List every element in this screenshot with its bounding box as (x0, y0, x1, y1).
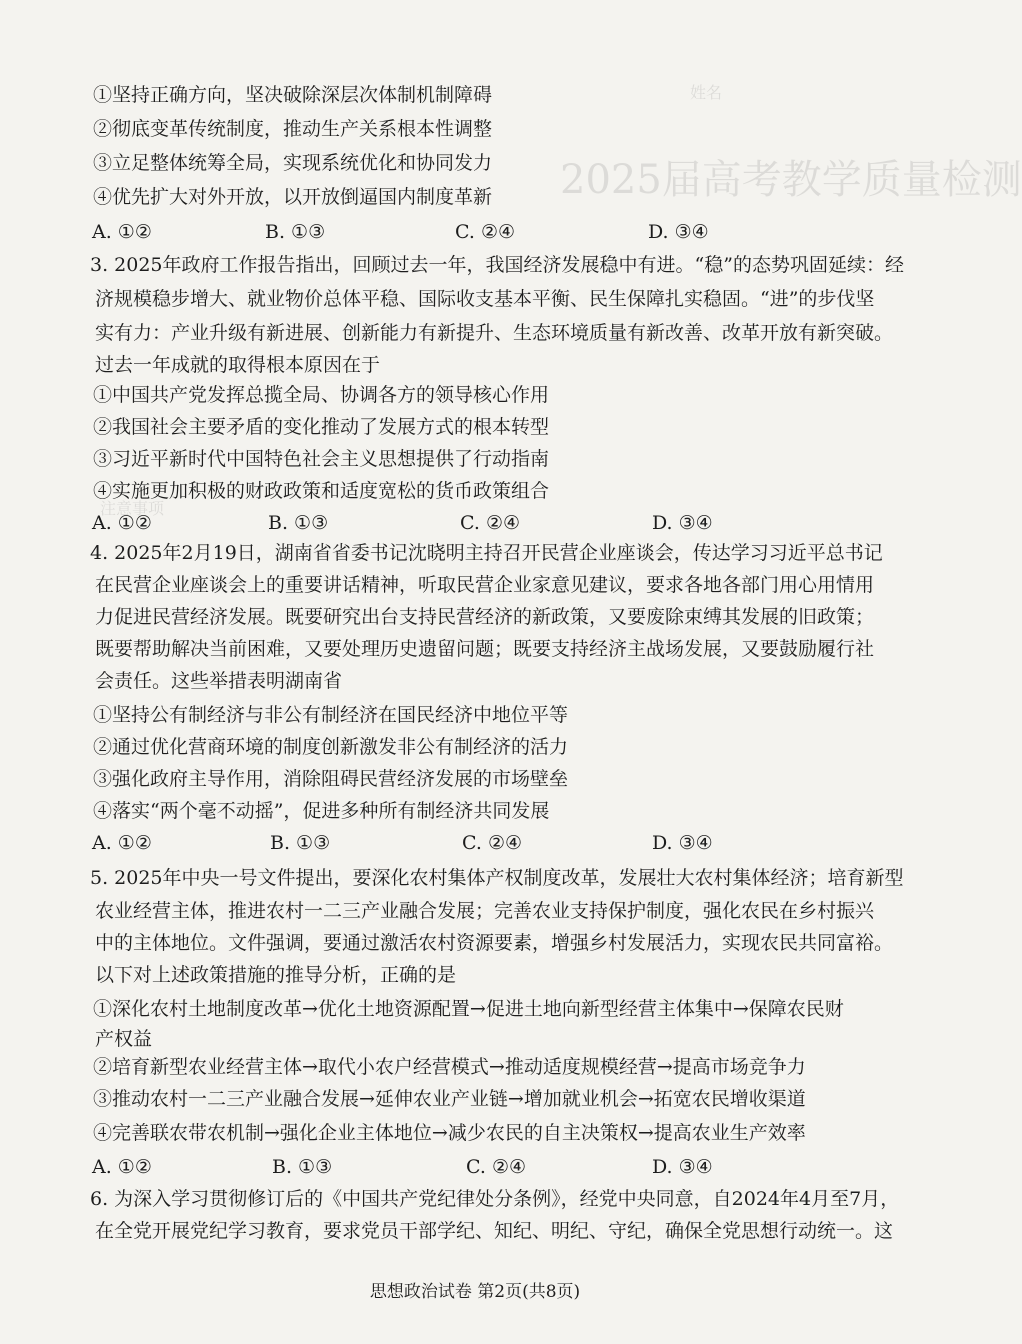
q2-option-3: ③立足整体统筹全局，实现系统优化和协同发力 (93, 152, 493, 174)
q3-option-3: ③习近平新时代中国特色社会主义思想提供了行动指南 (93, 448, 550, 470)
q5-option-3: ③推动农村一二三产业融合发展→延伸农业产业链→增加就业机会→拓宽农民增收渠道 (93, 1088, 806, 1110)
choice-d: D. ③④ (652, 1156, 713, 1178)
q3-stem-line: 3. 2025年政府工作报告指出，回顾过去一年，我国经济发展稳中有进。“稳”的态势巩固延续：经 (90, 254, 904, 276)
q6-stem-line: 在全党开展党纪学习教育，要求党员干部学纪、知纪、明纪、守纪，确保全党思想行动统一。这 (95, 1220, 894, 1242)
choice-c: C. ②④ (460, 512, 521, 534)
choice-a: A. ①② (92, 221, 152, 243)
q5-stem-line: 以下对上述政策措施的推导分析，正确的是 (95, 964, 457, 986)
choice-b: B. ①③ (272, 1156, 333, 1178)
q4-option-4: ④落实“两个毫不动摇”，促进多种所有制经济共同发展 (93, 800, 550, 822)
q5-option-2: ②培育新型农业经营主体→取代小农户经营模式→推动适度规模经营→提高市场竞争力 (93, 1056, 806, 1078)
q5-stem-line: 中的主体地位。文件强调，要通过激活农村资源要素，增强乡村发展活力，实现农民共同富裕。 (95, 932, 894, 954)
q3-stem-line: 实有力：产业升级有新进展、创新能力有新提升、生态环境质量有新改善、改革开放有新突破。 (95, 322, 894, 344)
q3-option-1: ①中国共产党发挥总揽全局、协调各方的领导核心作用 (93, 384, 550, 406)
choice-d: D. ③④ (648, 221, 709, 243)
q2-option-2: ②彻底变革传统制度，推动生产关系根本性调整 (93, 118, 493, 140)
choice-d: D. ③④ (652, 832, 713, 854)
q4-option-3: ③强化政府主导作用，消除阻碍民营经济发展的市场壁垒 (93, 768, 569, 790)
q5-option-1: ①深化农村土地制度改革→优化土地资源配置→促进土地向新型经营主体集中→保障农民财 (93, 998, 844, 1020)
q4-stem-line: 4. 2025年2月19日，湖南省省委书记沈晓明主持召开民营企业座谈会，传达学习习近平总书记 (90, 542, 883, 564)
choice-b: B. ①③ (270, 832, 331, 854)
q3-option-2: ②我国社会主要矛盾的变化推动了发展方式的根本转型 (93, 416, 550, 438)
q5-stem-line: 5. 2025年中央一号文件提出，要深化农村集体产权制度改革，发展壮大农村集体经济；培育新型 (90, 867, 904, 889)
q5-option-4: ④完善联农带农机制→强化企业主体地位→减少农民的自主决策权→提高农业生产效率 (93, 1122, 806, 1144)
q3-option-4: ④实施更加积极的财政政策和适度宽松的货币政策组合 (93, 480, 550, 502)
q3-stem-line: 济规模稳步增大、就业物价总体平稳、国际收支基本平衡、民生保障扎实稳固。“进”的步伐坚 (95, 288, 875, 310)
q3-choices (0, 510, 950, 536)
q4-stem-line: 在民营企业座谈会上的重要讲话精神，听取民营企业家意见建议，要求各地各部门用心用情用 (95, 574, 875, 596)
q5-stem-line: 农业经营主体，推进农村一二三产业融合发展；完善农业支持保护制度，强化农民在乡村振兴 (95, 900, 875, 922)
q6-stem-line: 6. 为深入学习贯彻修订后的《中国共产党纪律处分条例》，经党中央同意，自2024年4月至7月， (90, 1188, 900, 1210)
choice-a: A. ①② (92, 1156, 152, 1178)
q5-option-1-continued: 产权益 (95, 1028, 153, 1050)
q4-stem-line: 力促进民营经济发展。既要研究出台支持民营经济的新政策，又要废除束缚其发展的旧政策； (95, 606, 875, 628)
q4-stem-line: 既要帮助解决当前困难，又要处理历史遗留问题；既要支持经济主战场发展，又要鼓励履行社 (95, 638, 875, 660)
choice-a: A. ①② (92, 512, 152, 534)
q4-option-1: ①坚持公有制经济与非公有制经济在国民经济中地位平等 (93, 704, 569, 726)
choice-b: B. ①③ (268, 512, 329, 534)
q5-choices (0, 1154, 950, 1180)
choice-d: D. ③④ (652, 512, 713, 534)
choice-b: B. ①③ (265, 221, 326, 243)
q2-option-4: ④优先扩大对外开放，以开放倒逼国内制度革新 (93, 186, 493, 208)
q4-option-2: ②通过优化营商环境的制度创新激发非公有制经济的活力 (93, 736, 569, 758)
q3-stem-line: 过去一年成就的取得根本原因在于 (95, 354, 381, 376)
q2-choices (0, 219, 950, 245)
bleed-through-text: 注意事项 (100, 499, 165, 518)
choice-c: C. ②④ (466, 1156, 527, 1178)
q4-stem-line: 会责任。这些举措表明湖南省 (95, 670, 343, 692)
bleed-through-text: 姓名 (690, 83, 723, 102)
bleed-through-text: 2025届高考教学质量检测 (560, 157, 1022, 203)
choice-a: A. ①② (92, 832, 152, 854)
choice-c: C. ②④ (462, 832, 523, 854)
q2-option-1: ①坚持正确方向，坚决破除深层次体制机制障碍 (93, 84, 493, 106)
choice-c: C. ②④ (455, 221, 516, 243)
q4-choices (0, 830, 950, 856)
page-footer: 思想政治试卷 第2页(共8页) (369, 1282, 581, 1302)
